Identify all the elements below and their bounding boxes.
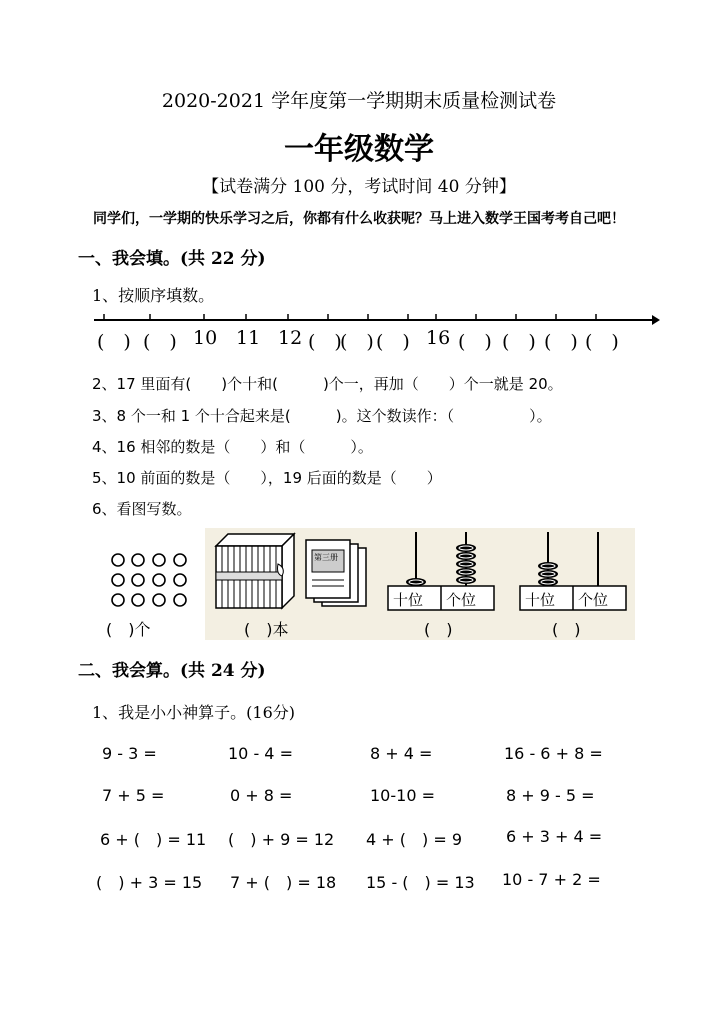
calc-problem[interactable]: 15 - ( ) = 13: [366, 873, 475, 892]
number-line-blank[interactable]: ( ): [458, 331, 492, 353]
calc-problem[interactable]: 10 - 7 + 2 =: [502, 870, 601, 889]
number-line-blank[interactable]: ( ): [340, 331, 374, 353]
number-line-blank[interactable]: ( ): [585, 331, 619, 353]
calc-problem[interactable]: 9 - 3 =: [102, 744, 157, 763]
calc-problem[interactable]: 7 + ( ) = 18: [230, 873, 337, 892]
circle-grid-figure: [108, 550, 194, 610]
calc-problem[interactable]: ( ) + 9 = 12: [228, 830, 335, 849]
calc-problem[interactable]: 6 + ( ) = 11: [100, 830, 207, 849]
section1-title: 一、我会填。(共 22 分): [78, 249, 266, 269]
number-line-blank[interactable]: ( ): [502, 331, 536, 353]
figure-answer-blank[interactable]: ( )本: [244, 620, 289, 639]
calc-problem[interactable]: 4 + ( ) = 9: [366, 830, 463, 849]
exam-info: 【试卷满分 100 分，考试时间 40 分钟】: [202, 177, 516, 197]
number-line-value: 16: [426, 327, 451, 349]
number-line-blank[interactable]: ( ): [143, 331, 177, 353]
number-line-blank[interactable]: ( ): [308, 331, 342, 353]
q4-text: 4、16 相邻的数是（ ）和（ ）。: [92, 438, 373, 456]
number-line-blank[interactable]: ( ): [97, 331, 131, 353]
number-line-blank[interactable]: ( ): [376, 331, 410, 353]
calc-problem[interactable]: 6 + 3 + 4 =: [506, 827, 603, 846]
exam-title: 2020-2021 学年度第一学期期末质量检测试卷: [161, 90, 557, 112]
abacus-tens-label: 十位: [393, 591, 424, 609]
calc-problem[interactable]: 8 + 4 =: [370, 744, 433, 763]
q1-text: 1、按顺序填数。: [92, 286, 215, 305]
abacus-ones-label: 个位: [446, 591, 477, 609]
number-line-value: 12: [278, 327, 303, 349]
calc-problem[interactable]: 16 - 6 + 8 =: [504, 744, 603, 763]
section2-title: 二、我会算。(共 24 分): [78, 661, 266, 681]
figure-answer-blank[interactable]: ( ): [552, 620, 581, 639]
abacus-ones-label: 个位: [578, 591, 609, 609]
calc-problem[interactable]: ( ) + 3 = 15: [96, 873, 203, 892]
number-line-blank[interactable]: ( ): [544, 331, 578, 353]
number-line-value: 10: [193, 327, 218, 349]
figure-answer-blank[interactable]: ( )个: [106, 620, 151, 639]
q3-text: 3、8 个一和 1 个十合起来是( )。这个数读作：（ ）。: [92, 407, 552, 425]
calc-problem[interactable]: 7 + 5 =: [102, 786, 165, 805]
abacus-tens-label: 十位: [525, 591, 556, 609]
q6-text: 6、看图写数。: [92, 500, 192, 518]
number-line-value: 11: [236, 327, 261, 349]
calc-problem[interactable]: 10-10 =: [370, 786, 435, 805]
book-label: 第三册: [314, 553, 338, 562]
books-figure: [212, 530, 372, 612]
section2-q1-text: 1、我是小小神算子。(16分): [92, 703, 296, 722]
intro-text: 同学们，一学期的快乐学习之后，你都有什么收获呢？马上进入数学王国考考自己吧！: [93, 211, 625, 227]
q5-text: 5、10 前面的数是（ ），19 后面的数是（ ）: [92, 469, 442, 487]
q2-text: 2、17 里面有( )个十和( )个一，再加（ ）个一就是 20。: [92, 375, 563, 393]
calc-problem[interactable]: 8 + 9 - 5 =: [506, 786, 595, 805]
calc-problem[interactable]: 0 + 8 =: [230, 786, 293, 805]
figure-answer-blank[interactable]: ( ): [424, 620, 453, 639]
calc-problem[interactable]: 10 - 4 =: [228, 744, 293, 763]
grade-title: 一年级数学: [284, 132, 434, 167]
